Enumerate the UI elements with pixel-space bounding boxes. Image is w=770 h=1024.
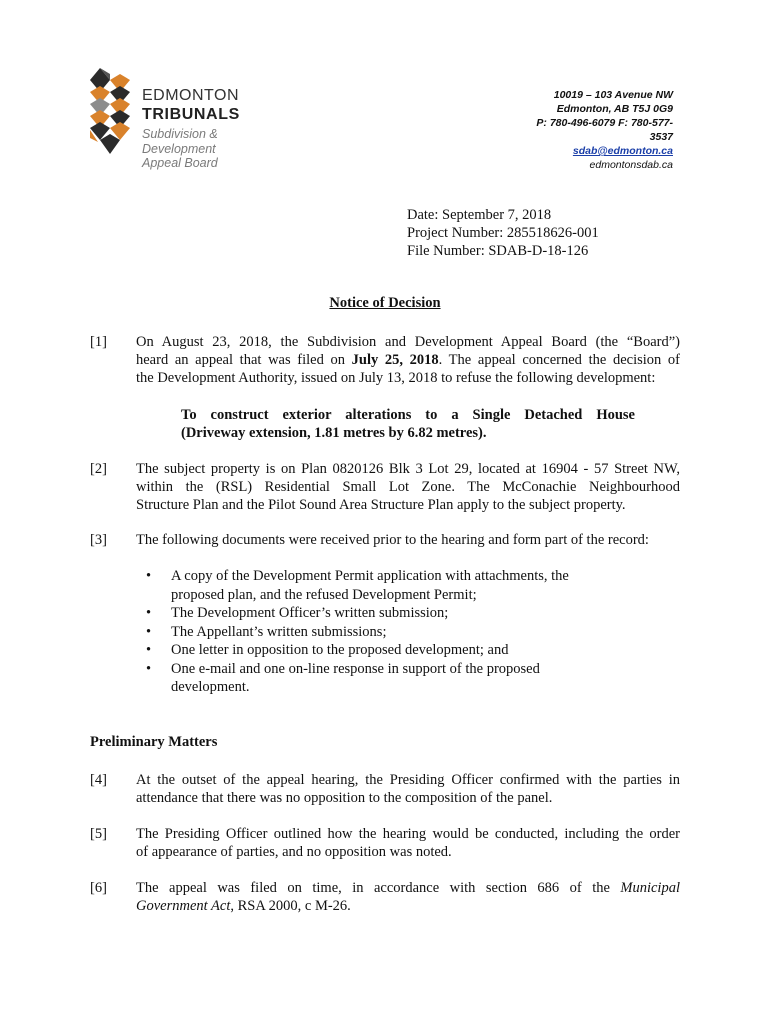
- email-link[interactable]: sdab@edmonton.ca: [572, 145, 673, 157]
- paragraph-line: The following documents were received prior to the hearing and form part of the record:: [136, 532, 649, 548]
- act-title: Government Act: [136, 898, 231, 914]
- paragraph-line: The appeal was filed on time, in accordance with section 686 of the Municipal: [136, 880, 680, 896]
- paragraph-3: [90, 531, 680, 549]
- paragraph-line: of appearance of parties, and no opposition was noted.: [136, 844, 452, 860]
- project-number-line: Project Number: 285518626-001: [407, 225, 599, 241]
- address-block: [473, 88, 673, 172]
- brand-block: [142, 86, 240, 171]
- paragraph-number: [5]: [90, 826, 107, 842]
- board-name-line2: Development: [142, 141, 216, 156]
- quote-line: (Driveway extension, 1.81 metres by 6.82 metres).: [181, 425, 487, 441]
- paragraph-line: heard an appeal that was filed on July 25, 2018. The appeal concerned the decision of: [136, 352, 681, 368]
- paragraph-number: [2]: [90, 461, 107, 477]
- list-item: • The Appellant’s written submissions;: [146, 623, 387, 640]
- list-item: • One e-mail and one on-line response in support of the proposed development.: [146, 660, 540, 695]
- paragraph-line: Structure Plan and the Pilot Sound Area Structure Plan apply to the subject property.: [136, 497, 626, 513]
- paragraph-number: [4]: [90, 772, 107, 788]
- list-item: • A copy of the Development Permit application with attachments, the proposed plan, and the refused Development Permit;: [146, 568, 569, 603]
- document-title: Notice of Decision: [329, 295, 441, 311]
- paragraph-number: [3]: [90, 532, 107, 548]
- paragraph-line: The subject property is on Plan 0820126 Blk 3 Lot 29, located at 16904 - 57 Street NW,: [136, 461, 680, 477]
- fax-continuation: 3537: [649, 131, 673, 143]
- paragraph-5: [90, 825, 680, 861]
- paragraph-2: [90, 460, 680, 514]
- quote-line: To construct exterior alterations to a Single Detached House: [181, 407, 635, 423]
- org-name-line2: TRIBUNALS: [142, 106, 240, 123]
- filed-date: July 25, 2018: [351, 352, 439, 368]
- documents-list: [146, 567, 586, 697]
- paragraph-number: [1]: [90, 334, 107, 350]
- org-name-line1: EDMONTON: [142, 87, 240, 104]
- website-text: edmontonsdab.ca: [589, 159, 673, 171]
- address-line1: 10019 – 103 Avenue NW: [553, 89, 673, 101]
- paragraph-6: [90, 879, 680, 915]
- development-description: [181, 406, 635, 442]
- address-line2: Edmonton, AB T5J 0G9: [556, 103, 673, 115]
- paragraph-line: The Presiding Officer outlined how the hearing would be conducted, including the order: [136, 826, 680, 842]
- board-name-line3: Appeal Board: [142, 156, 218, 170]
- paragraph-number: [6]: [90, 880, 107, 896]
- paragraph-line: the Development Authority, issued on July 13, 2018 to refuse the following development:: [136, 370, 656, 386]
- paragraph-line: within the (RSL) Residential Small Lot Zone. The McConachie Neighbourhood: [136, 479, 680, 495]
- paragraph-4: [90, 771, 680, 807]
- paragraph-line: On August 23, 2018, the Subdivision and Development Appeal Board (the “Board”): [136, 334, 680, 350]
- paragraph-line: Government Act, RSA 2000, c M-26.: [136, 898, 351, 914]
- phone-fax-line: P: 780-496-6079 F: 780-577-: [536, 117, 673, 129]
- list-item: • The Development Officer’s written submission;: [146, 605, 449, 621]
- act-title: Municipal: [620, 880, 680, 896]
- date-line: Date: September 7, 2018: [407, 207, 552, 223]
- file-number-line: File Number: SDAB-D-18-126: [407, 243, 589, 259]
- section-heading: Preliminary Matters: [90, 734, 218, 750]
- paragraph-1: [90, 333, 680, 387]
- edmonton-tribunals-logo: [90, 68, 130, 154]
- list-item: • One letter in opposition to the proposed development; and: [146, 642, 509, 658]
- paragraph-line: At the outset of the appeal hearing, the Presiding Officer confirmed with the parties in: [136, 772, 680, 788]
- paragraph-line: attendance that there was no opposition to the composition of the panel.: [136, 790, 553, 806]
- board-name-line1: Subdivision &: [142, 127, 218, 141]
- meta-block: [407, 206, 599, 260]
